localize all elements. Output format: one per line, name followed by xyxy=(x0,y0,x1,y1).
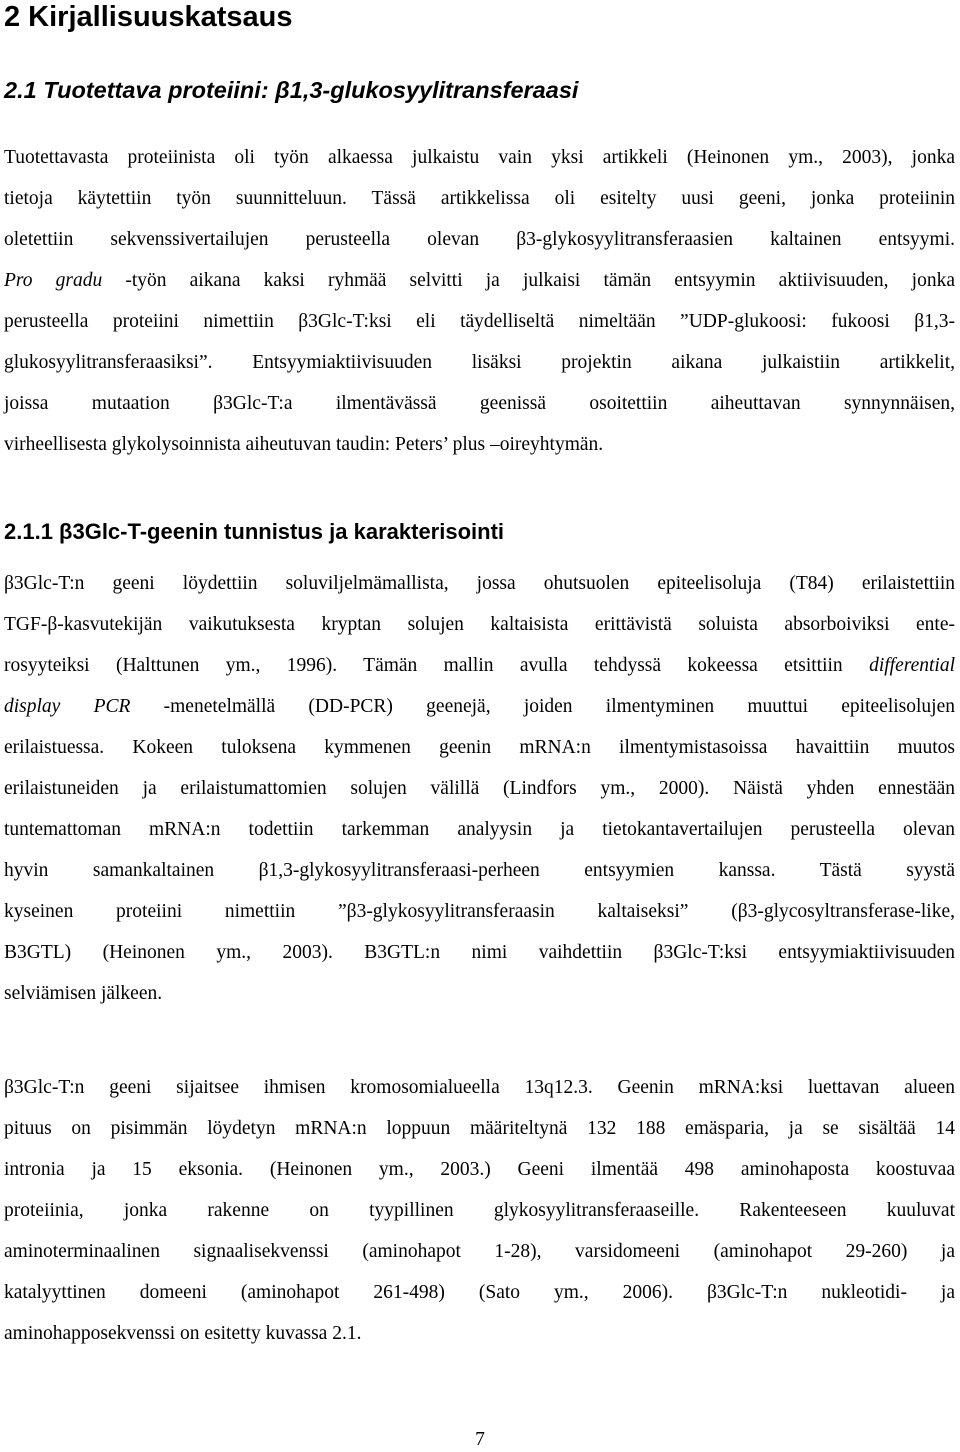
text-line: pituus on pisimmän löydetyn mRNA:n loppuun määriteltynä 132 188 emäsparia, ja se sisältää 14 xyxy=(4,1118,955,1139)
italic-term: Pro gradu xyxy=(4,270,103,291)
text-line: aminoterminaalinen signaalisekvenssi (aminohapot 1-28), varsidomeeni (aminohapot 29-260) ja xyxy=(4,1241,955,1262)
text-line: erilaistuessa. Kokeen tuloksena kymmenen geenin mRNA:n ilmentymistasoissa havaittiin muutos xyxy=(4,737,955,758)
text-line: joissa mutaation β3Glc-T:a ilmentävässä geenissä osoitettiin aiheuttavan synnynnäisen, xyxy=(4,393,955,414)
text-line: tuntemattoman mRNA:n todettiin tarkemman analyysin ja tietokantavertailujen perusteella olevan xyxy=(4,819,955,840)
text-line: perusteella proteiini nimettiin β3Glc-T:ksi eli täydelliseltä nimeltään ”UDP-glukoosi: fukoosi β1,3- xyxy=(4,311,955,332)
section-heading: 2.1 Tuotettava proteiini: β1,3-glukosyylitransferaasi xyxy=(4,77,579,103)
chapter-heading: 2 Kirjallisuuskatsaus xyxy=(4,1,293,33)
text-line: TGF-β-kasvutekijän vaikutuksesta kryptan solujen kaltaisista erittävistä soluista absorboiviksi ente- xyxy=(4,614,955,635)
text-line: glukosyylitransferaasiksi”. Entsyymiaktiivisuuden lisäksi projektin aikana julkaistiin artikkelit, xyxy=(4,352,955,373)
text-line: β3Glc-T:n geeni sijaitsee ihmisen kromosomialueella 13q12.3. Geenin mRNA:ksi luettavan alueen xyxy=(4,1077,955,1098)
text-line: Pro gradu -työn aikana kaksi ryhmää selvitti ja julkaisi tämän entsyymin aktiivisuuden, jonka xyxy=(4,270,956,291)
text-line: intronia ja 15 eksonia. (Heinonen ym., 2003.) Geeni ilmentää 498 aminohaposta koostuvaa xyxy=(4,1159,955,1180)
text-line: hyvin samankaltainen β1,3-glykosyylitransferaasi-perheen entsyymien kanssa. Tästä syystä xyxy=(4,860,955,881)
text-line: aminohapposekvenssi on esitetty kuvassa 2.1. xyxy=(4,1323,362,1344)
page-number: 7 xyxy=(475,1429,485,1450)
italic-term: differential xyxy=(869,655,955,676)
text-line: tietoja käytettiin työn suunnitteluun. Tässä artikkelissa oli esitelty uusi geeni, jonka proteiinin xyxy=(4,188,955,209)
paragraph-gene-structure xyxy=(4,1067,955,1354)
text-line: kyseinen proteiini nimettiin ”β3-glykosyylitransferaasin kaltaiseksi” (β3-glycosyltransferase-like, xyxy=(4,901,955,922)
text-line: Tuotettavasta proteiinista oli työn alkaessa julkaistu vain yksi artikkeli (Heinonen ym., 2003), jonka xyxy=(4,147,955,168)
text-line: rosyyteiksi (Halttunen ym., 1996). Tämän mallin avulla tehdyssä kokeessa etsittiin differential xyxy=(4,655,955,676)
text-line: proteiinia, jonka rakenne on tyypillinen glykosyylitransferaaseille. Rakenteeseen kuuluvat xyxy=(4,1200,955,1221)
text-line: oletettiin sekvenssivertailujen perusteella olevan β3-glykosyylitransferaasien kaltainen entsyymi. xyxy=(4,229,955,250)
text-line: katalyyttinen domeeni (aminohapot 261-498) (Sato ym., 2006). β3Glc-T:n nukleotidi- ja xyxy=(4,1282,955,1303)
text-line: erilaistuneiden ja erilaistumattomien solujen välillä (Lindfors ym., 2000). Näistä yhden ennestään xyxy=(4,778,955,799)
text-line: virheellisesta glykolysoinnista aiheutuvan taudin: Peters’ plus –oireyhtymän. xyxy=(4,434,604,455)
text-line: selviämisen jälkeen. xyxy=(4,983,163,1004)
text-line: display PCR -menetelmällä (DD-PCR) geenejä, joiden ilmentyminen muuttui epiteelisolujen xyxy=(4,696,955,717)
text-line: β3Glc-T:n geeni löydettiin soluviljelmämallista, jossa ohutsuolen epiteelisoluja (T84) erilaistettiin xyxy=(4,573,955,594)
paragraph-identification xyxy=(4,563,955,1014)
italic-term: display PCR xyxy=(4,696,131,717)
subsection-heading: 2.1.1 β3Glc-T-geenin tunnistus ja karakterisointi xyxy=(4,519,505,544)
paragraph-intro xyxy=(4,137,955,465)
text-line: B3GTL) (Heinonen ym., 2003). B3GTL:n nimi vaihdettiin β3Glc-T:ksi entsyymiaktiivisuuden xyxy=(4,942,955,963)
